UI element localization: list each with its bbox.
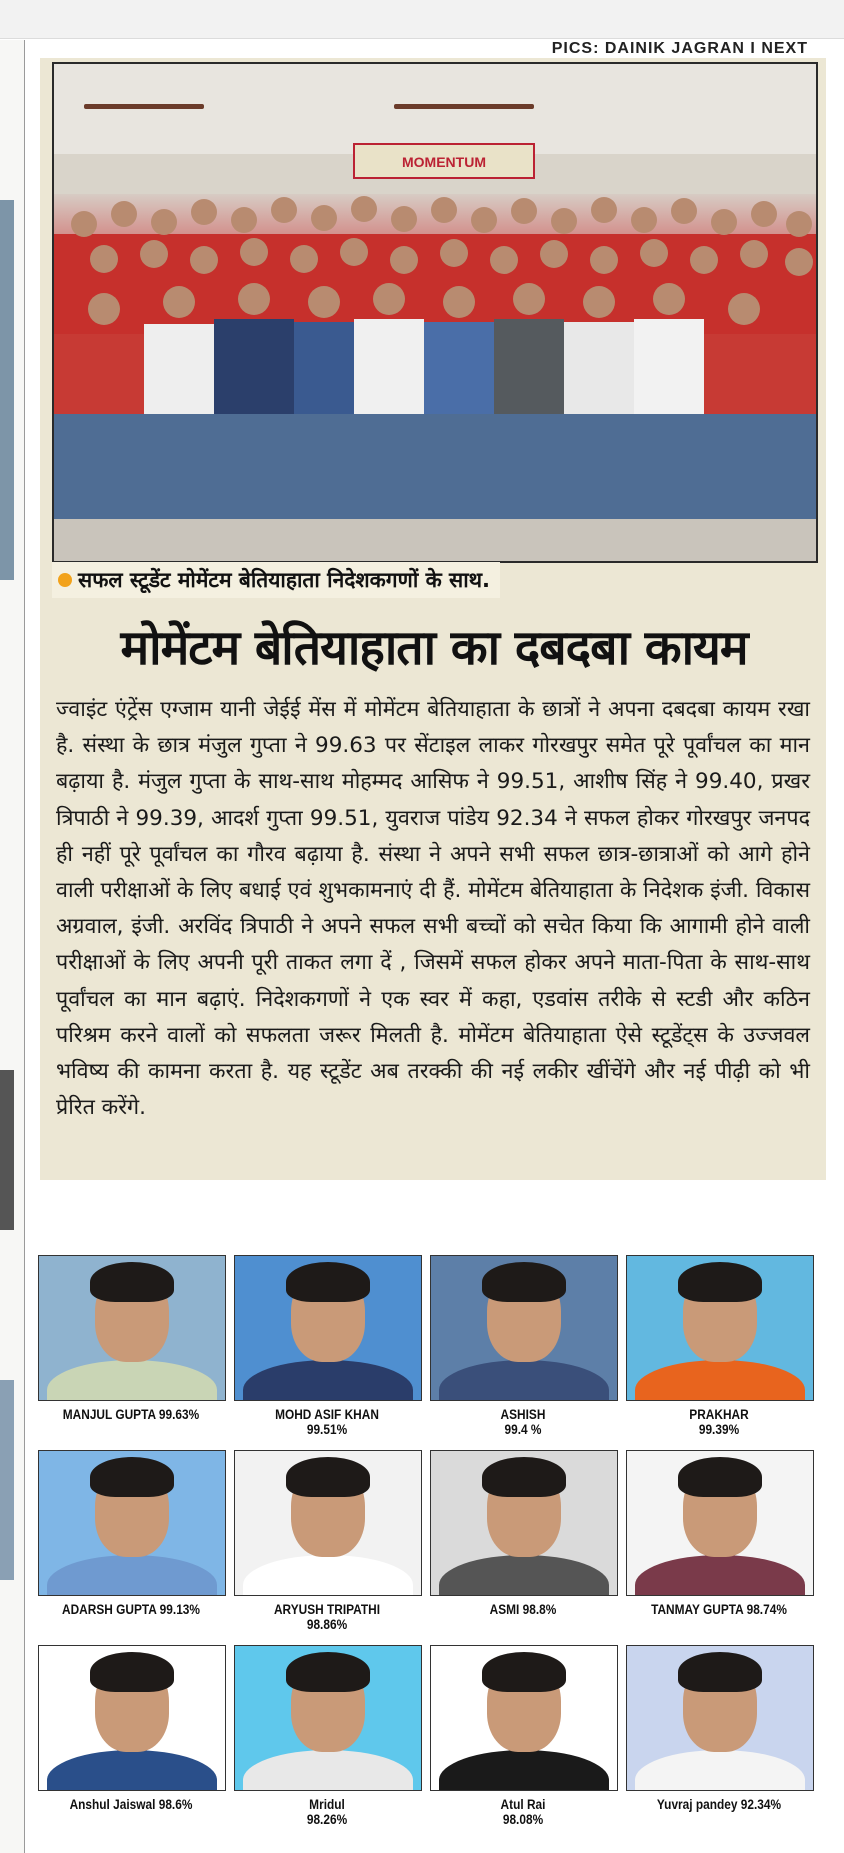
student-photo	[234, 1645, 422, 1791]
adjacent-photo-fragment	[0, 200, 14, 580]
photo-caption	[52, 562, 500, 598]
student-score: 98.86%	[306, 1617, 348, 1632]
student-label	[49, 1407, 213, 1422]
group-photo-illustration	[54, 64, 816, 561]
student-shirt	[47, 1555, 217, 1596]
student-card	[38, 1450, 224, 1617]
student-photo	[626, 1450, 814, 1596]
student-score: 98.26%	[306, 1812, 348, 1827]
student-shirt	[635, 1360, 805, 1401]
student-label	[637, 1797, 801, 1812]
bullet-dot-icon	[58, 573, 72, 587]
student-photo	[38, 1645, 226, 1791]
student-shirt	[47, 1360, 217, 1401]
student-card	[38, 1645, 224, 1812]
student-photo	[430, 1255, 618, 1401]
student-shirt	[635, 1750, 805, 1791]
student-card	[430, 1255, 616, 1437]
student-score: 98.08%	[502, 1812, 544, 1827]
student-hair	[482, 1457, 566, 1497]
student-name-score: PRAKHAR	[689, 1407, 749, 1422]
student-score: 99.39%	[698, 1422, 740, 1437]
adjacent-photo-fragment	[0, 1380, 14, 1580]
caption-text: सफल स्टूडेंट मोमेंटम बेतियाहाता निदेशकगणों के साथ.	[78, 568, 491, 592]
student-hair	[482, 1262, 566, 1302]
student-hair	[286, 1652, 370, 1692]
student-card	[626, 1450, 812, 1617]
student-card	[38, 1255, 224, 1422]
student-label	[637, 1407, 801, 1437]
adjacent-photo-fragment	[0, 1070, 14, 1230]
student-label	[49, 1797, 213, 1812]
article-body: ज्वाइंट एंट्रेंस एग्जाम यानी जेईई मेंस में मोमेंटम बेतियाहाता के छात्रों ने अपना दबदबा कायम रखा है. संस्था के छात्र मंजुल गुप्ता ने 99.63 पर सेंटाइल लाकर गोरखपुर समेत पूरे पूर्वांचल का मान बढ़ाया है. मंजुल गुप्ता के साथ-साथ मोहम्मद आसिफ ने 99.51, आशीष सिंह ने 99.40, प्रखर त्रिपाठी ने 99.39, आदर्श गुप्ता 99.51, युवराज पांडेय 92.34 ने सफल होकर गोरखपुर जनपद ही नहीं पूरे पूर्वांचल का गौरव बढ़ाया है. संस्था ने अपने सभी सफल छात्र-छात्राओं को आगे होने वाली परीक्षाओं के लिए बधाई एवं शुभकामनाएं दी हैं. मोमेंटम बेतियाहाता के निदेशक इंजी. विकास अग्रवाल, इंजी. अरविंद त्रिपाठी ने अपने सफल सभी बच्चों को सचेत किया कि आगामी होने वाली परीक्षाओं के लिए अपनी पूरी ताकत लगा दें , जिसमें सफल होकर अपने माता-पिता के साथ-साथ पूर्वांचल का मान बढ़ाएं. निदेशकगणों ने एक स्वर में कहा, एडवांस तरीके से स्टडी और कठिन परिश्रम करने वालों को सफलता जरूर मिलती है. मोमेंटम बेतियाहाता ऐसे स्टूडेंट्स के उज्जवल भविष्य की कामना करता है. यह स्टूडेंट अब तरक्की की नई लकीर खींचेंगे और नई पीढ़ी को भी प्रेरित करेंगे.	[56, 697, 810, 1121]
browser-top-bar	[0, 0, 844, 39]
student-photo	[38, 1255, 226, 1401]
photo-banner-text: MOMENTUM	[402, 154, 486, 170]
student-hair	[90, 1457, 174, 1497]
student-card	[234, 1450, 420, 1632]
student-shirt	[243, 1360, 413, 1401]
student-photo	[626, 1645, 814, 1791]
student-name-score: Yuvraj pandey 92.34%	[656, 1797, 782, 1812]
student-hair	[678, 1652, 762, 1692]
news-article	[40, 58, 826, 1180]
student-hair	[286, 1262, 370, 1302]
student-name-score: MOHD ASIF KHAN	[275, 1407, 379, 1422]
student-photo	[234, 1450, 422, 1596]
student-shirt	[439, 1360, 609, 1401]
student-photo	[430, 1645, 618, 1791]
student-hair	[482, 1652, 566, 1692]
student-card	[430, 1645, 616, 1827]
student-name-score: ASMI 98.8%	[489, 1602, 557, 1617]
student-shirt	[635, 1555, 805, 1596]
student-label	[245, 1602, 409, 1632]
student-hair	[286, 1457, 370, 1497]
adjacent-column-strip	[0, 40, 25, 1853]
student-photo	[626, 1255, 814, 1401]
photo-credit: PICS: DAINIK JAGRAN I NEXT	[551, 40, 808, 57]
student-name-score: Atul Rai	[500, 1797, 546, 1812]
student-photo	[38, 1450, 226, 1596]
student-shirt	[243, 1750, 413, 1791]
student-hair	[90, 1652, 174, 1692]
student-hair	[678, 1457, 762, 1497]
student-photo	[234, 1255, 422, 1401]
student-hair	[678, 1262, 762, 1302]
student-hair	[90, 1262, 174, 1302]
student-name-score: ASHISH	[500, 1407, 546, 1422]
student-label	[441, 1797, 605, 1827]
student-label	[49, 1602, 213, 1617]
student-name-score: TANMAY GUPTA 98.74%	[651, 1602, 787, 1617]
student-name-score: MANJUL GUPTA 99.63%	[62, 1407, 200, 1422]
student-shirt	[439, 1555, 609, 1596]
student-name-score: ARYUSH TRIPATHI	[273, 1602, 381, 1617]
student-shirt	[243, 1555, 413, 1596]
student-score: 99.51%	[306, 1422, 348, 1437]
student-photo	[430, 1450, 618, 1596]
student-shirt	[47, 1750, 217, 1791]
student-label	[245, 1407, 409, 1437]
student-name-score: ADARSH GUPTA 99.13%	[62, 1602, 200, 1617]
student-label	[441, 1407, 605, 1437]
group-photo	[52, 62, 818, 563]
student-label	[441, 1602, 605, 1617]
student-shirt	[439, 1750, 609, 1791]
student-score: 99.4 %	[504, 1422, 542, 1437]
student-card	[234, 1645, 420, 1827]
student-name-score: Mridul	[309, 1797, 345, 1812]
student-label	[245, 1797, 409, 1827]
student-name-score: Anshul Jaiswal 98.6%	[69, 1797, 193, 1812]
student-card	[626, 1255, 812, 1437]
student-label	[637, 1602, 801, 1617]
student-card	[234, 1255, 420, 1437]
headline: मोमेंटम बेतियाहाता का दबदबा कायम	[120, 620, 748, 676]
student-card	[430, 1450, 616, 1617]
student-card	[626, 1645, 812, 1812]
